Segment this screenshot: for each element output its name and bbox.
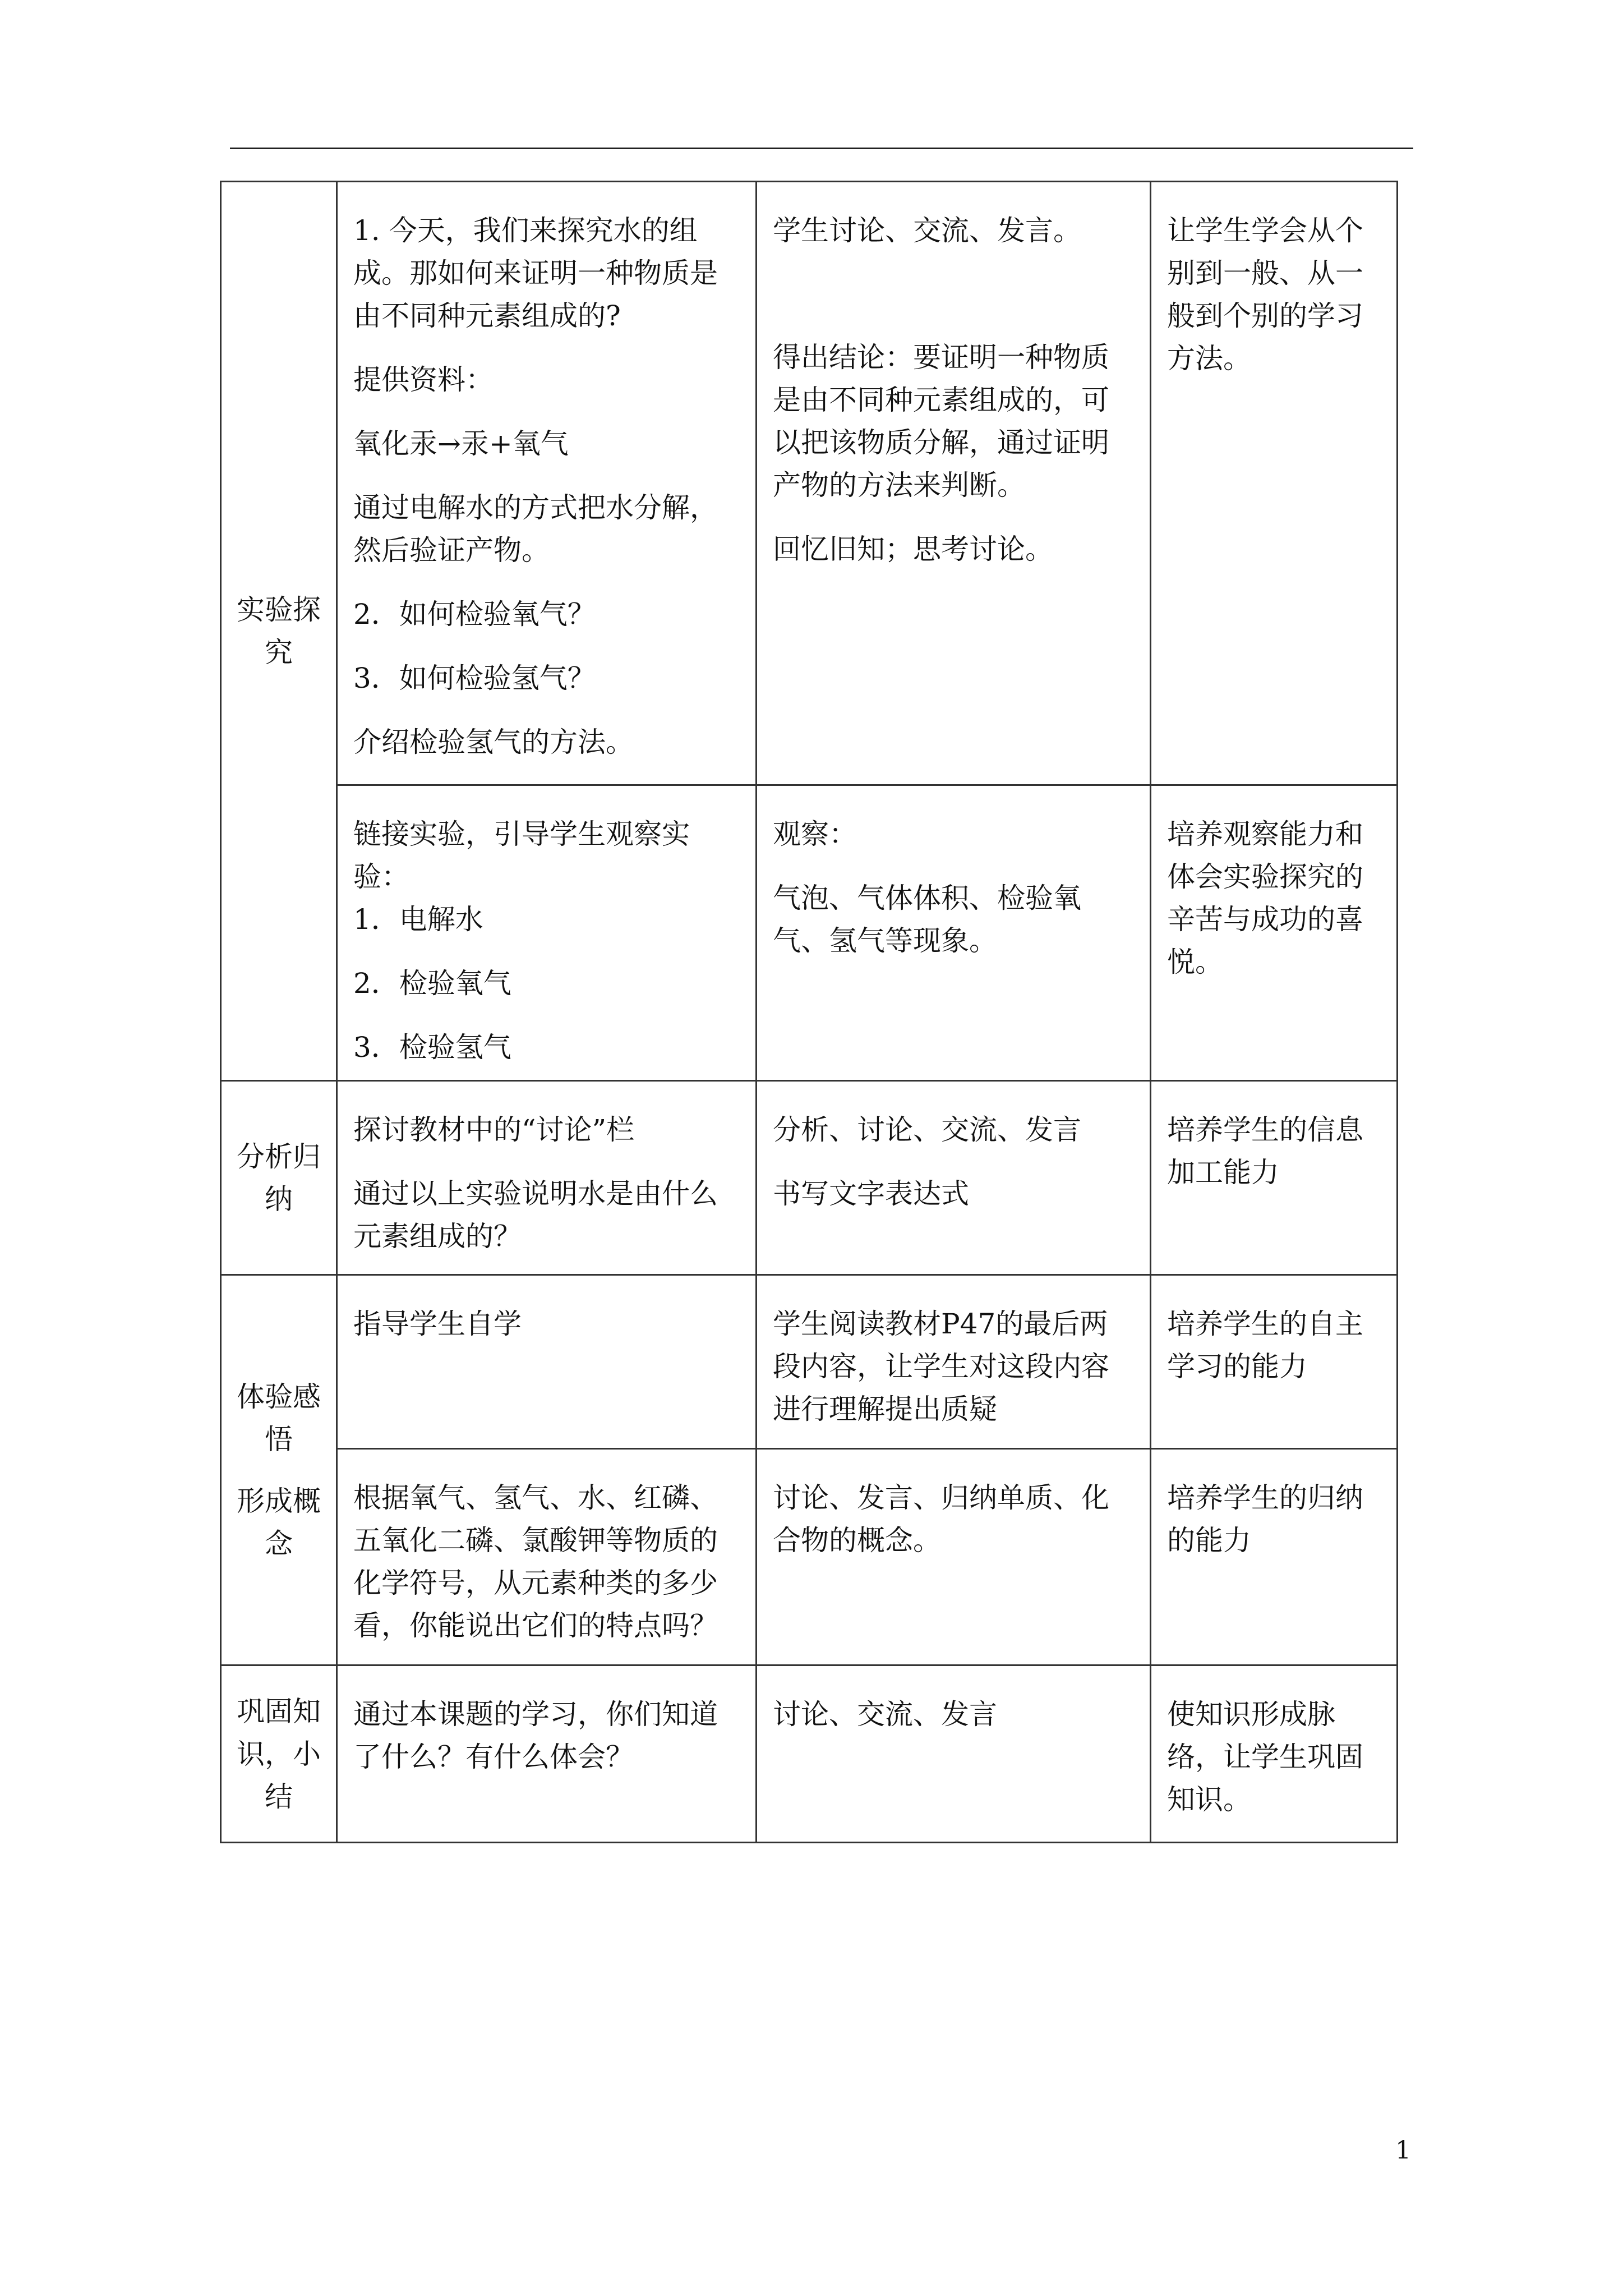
teacher-text: 通过本课题的学习，你们知道了什么？有什么体会？ xyxy=(353,1698,718,1773)
table-row xyxy=(221,1449,1398,1665)
stage-label: 分析归纳 xyxy=(237,1140,321,1216)
table-row xyxy=(221,785,1398,1081)
student-text: 分析、讨论、交流、发言 xyxy=(773,1114,1081,1146)
table-row xyxy=(221,1275,1398,1449)
teacher-text: 提供资料： xyxy=(353,364,494,396)
stage-label: 形成概念 xyxy=(237,1484,321,1560)
table-row xyxy=(221,1081,1398,1275)
intent-text: 培养学生的归纳的能力 xyxy=(1167,1481,1363,1557)
stage-cell xyxy=(221,1275,337,1665)
design-intent-cell xyxy=(1151,1449,1398,1665)
teacher-text: 通过电解水的方式把水分解，然后验证产物。 xyxy=(353,491,718,567)
student-text: 回忆旧知；思考讨论。 xyxy=(773,533,1053,565)
teacher-activity-cell xyxy=(337,182,757,785)
design-intent-cell xyxy=(1151,1665,1398,1843)
stage-label: 体验感悟 xyxy=(237,1380,321,1456)
intent-text: 培养学生的自主学习的能力 xyxy=(1167,1308,1363,1383)
teacher-text: 指导学生自学 xyxy=(353,1308,522,1340)
teacher-text: 根据氧气、氢气、水、红磷、五氧化二磷、氯酸钾等物质的化学符号，从元素种类的多少看，你能说出它们的特点吗？ xyxy=(353,1481,718,1642)
student-text: 得出结论：要证明一种物质是由不同种元素组成的，可以把该物质分解，通过证明产物的方法来判断。 xyxy=(773,341,1109,501)
stage-cell xyxy=(221,1665,337,1843)
teacher-text: 3．如何检验氢气？ xyxy=(353,662,596,694)
intent-text: 培养观察能力和体会实验探究的辛苦与成功的喜悦。 xyxy=(1167,818,1363,978)
student-text: 讨论、交流、发言 xyxy=(773,1698,997,1731)
teacher-text: 1．电解水 xyxy=(353,903,483,936)
teacher-text: 链接实验，引导学生观察实验： xyxy=(353,818,690,893)
intent-text: 让学生学会从个别到一般、从一般到个别的学习方法。 xyxy=(1167,214,1363,375)
intent-text: 培养学生的信息加工能力 xyxy=(1167,1114,1363,1189)
student-activity-cell xyxy=(757,1081,1151,1275)
teacher-text: 介绍检验氢气的方法。 xyxy=(353,726,634,758)
student-activity-cell xyxy=(757,785,1151,1081)
stage-cell xyxy=(221,1081,337,1275)
teacher-text: 通过以上实验说明水是由什么元素组成的？ xyxy=(353,1177,718,1253)
lesson-plan-table xyxy=(220,181,1398,1843)
table-row xyxy=(221,1665,1398,1843)
student-activity-cell xyxy=(757,1665,1151,1843)
teacher-activity-cell xyxy=(337,1665,757,1843)
teacher-text: 氧化汞→汞+氧气 xyxy=(353,427,569,460)
student-text: 讨论、发言、归纳单质、化合物的概念。 xyxy=(773,1481,1109,1557)
stage-cell xyxy=(221,182,337,1081)
teacher-activity-cell xyxy=(337,1275,757,1449)
intent-text: 使知识形成脉络，让学生巩固知识。 xyxy=(1167,1698,1363,1816)
design-intent-cell xyxy=(1151,1275,1398,1449)
student-text: 气泡、气体体积、检验氧气、氢气等现象。 xyxy=(773,882,1081,957)
header-rule xyxy=(230,148,1413,149)
teacher-text: 2．检验氧气 xyxy=(353,967,511,1000)
teacher-activity-cell xyxy=(337,1449,757,1665)
teacher-activity-cell xyxy=(337,1081,757,1275)
student-text: 学生讨论、交流、发言。 xyxy=(773,214,1081,247)
teacher-text: 探讨教材中的“讨论”栏 xyxy=(353,1114,635,1146)
design-intent-cell xyxy=(1151,1081,1398,1275)
student-text: 观察： xyxy=(773,818,857,850)
design-intent-cell xyxy=(1151,785,1398,1081)
page-number: 1 xyxy=(1395,2136,1411,2165)
teacher-text: 2．如何检验氧气？ xyxy=(353,598,596,631)
table-row xyxy=(221,182,1398,785)
stage-label: 实验探究 xyxy=(237,593,321,669)
teacher-text: 3．检验氢气 xyxy=(353,1031,511,1064)
student-activity-cell xyxy=(757,1449,1151,1665)
student-activity-cell xyxy=(757,182,1151,785)
teacher-text: 1. 今天，我们来探究水的组成。那如何来证明一种物质是由不同种元素组成的? xyxy=(353,214,718,332)
design-intent-cell xyxy=(1151,182,1398,785)
student-text: 学生阅读教材P47的最后两段内容，让学生对这段内容进行理解提出质疑 xyxy=(773,1308,1109,1425)
student-text: 书写文字表达式 xyxy=(773,1177,969,1210)
stage-label: 巩固知识，小结 xyxy=(237,1695,321,1813)
teacher-activity-cell xyxy=(337,785,757,1081)
student-activity-cell xyxy=(757,1275,1151,1449)
